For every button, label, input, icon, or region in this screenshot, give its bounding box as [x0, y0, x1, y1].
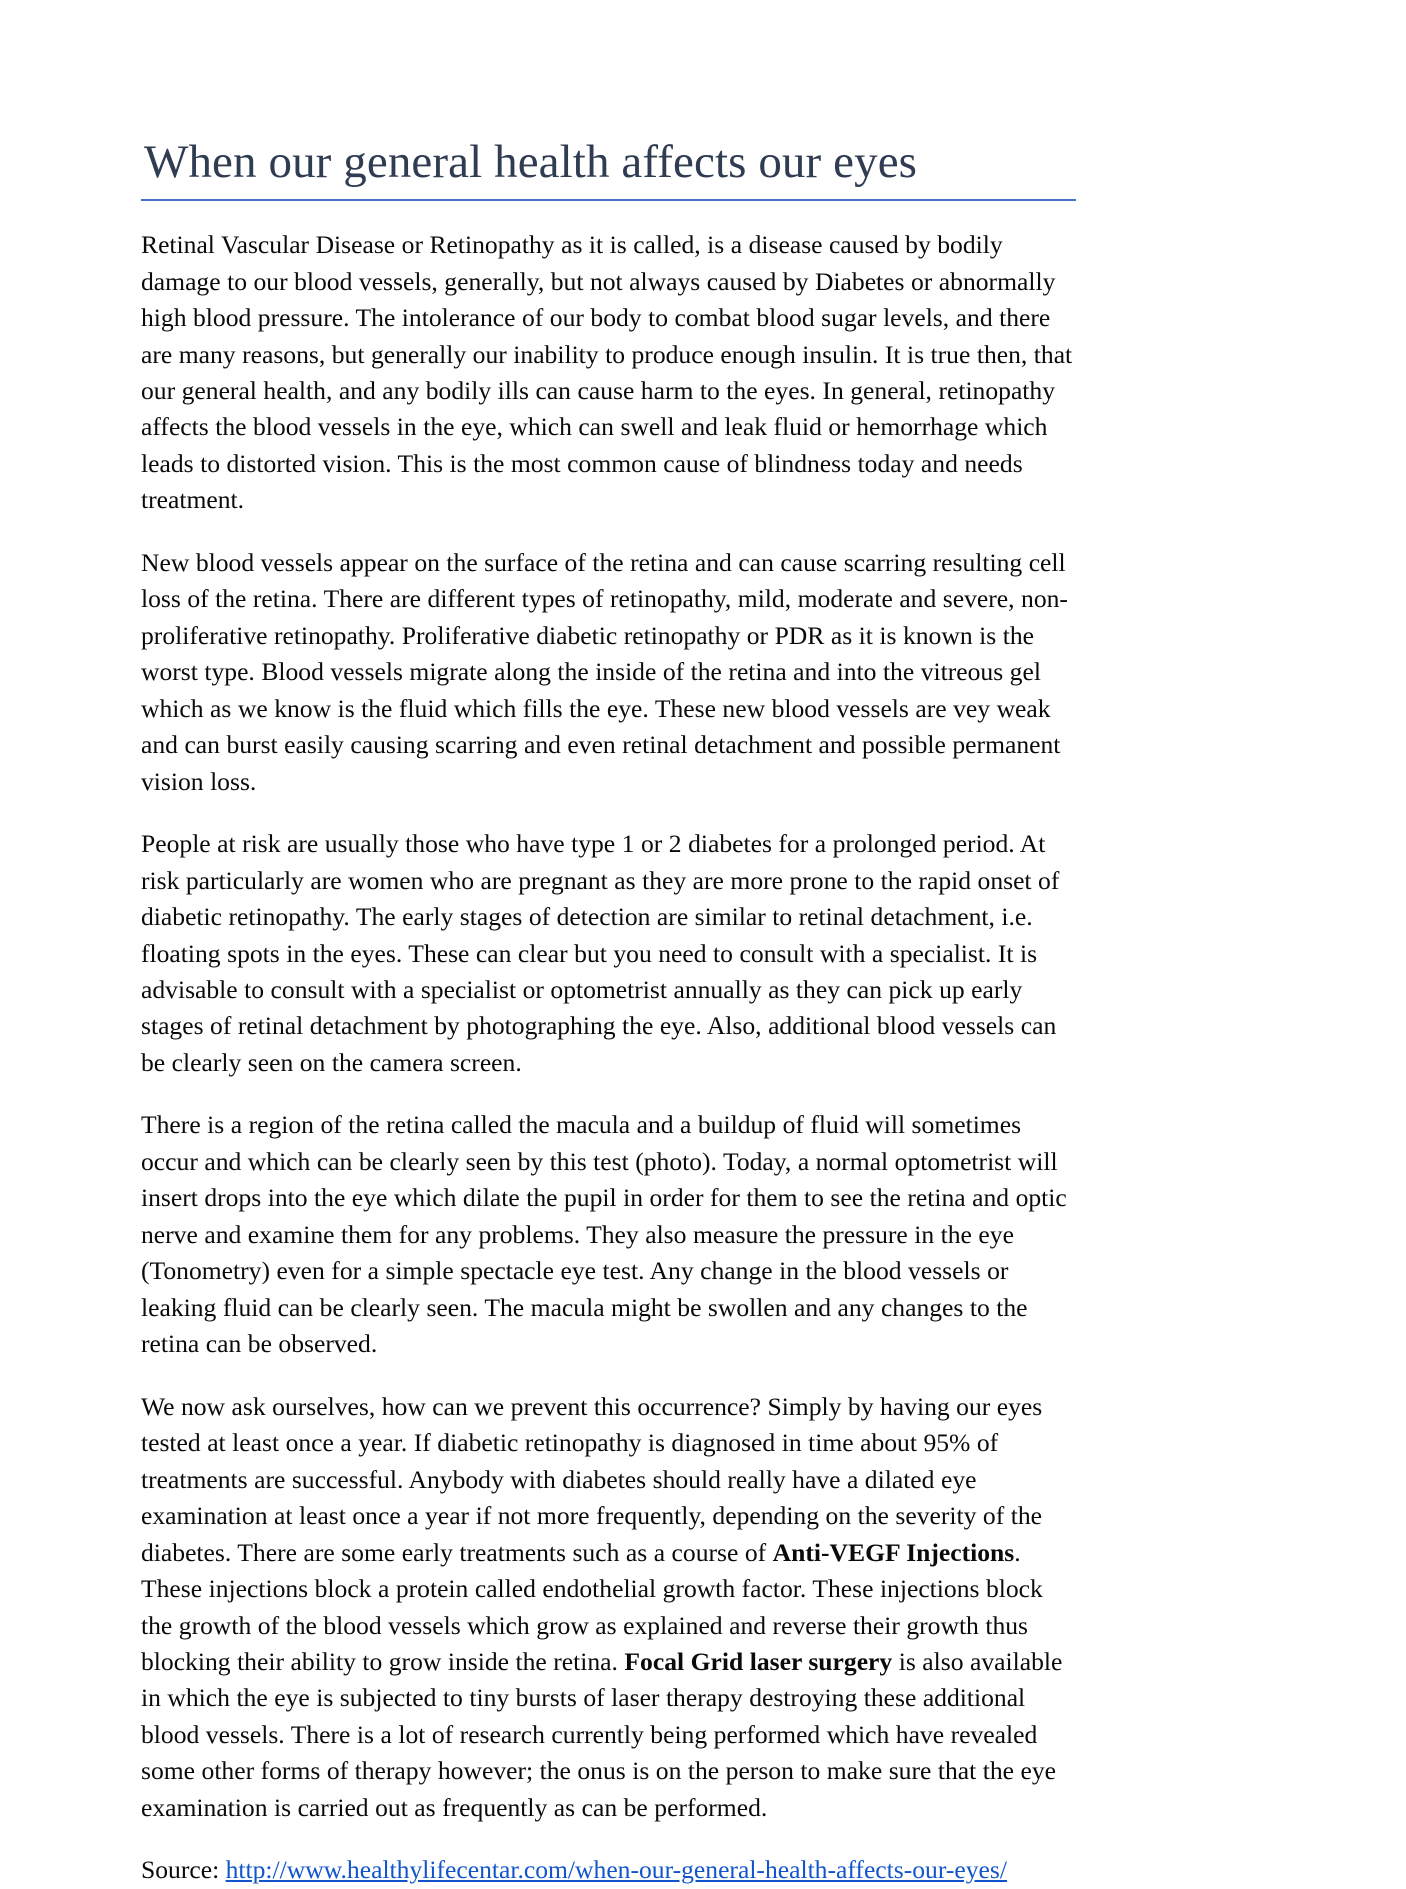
text-run: Retinal Vascular Disease or Retinopathy as it is called, is a disease caused by bodily damage to our blood vessels, generally, but not always caused by Diabetes or abnormally high blood pressure. The intolerance of our body to combat blood sugar levels, and there are many reasons, but generally our inability to produce enough insulin. It is true then, that our general health, and any bodily ills can cause harm to the eyes. In general, retinopathy affects the blood vessels in the eye, which can swell and leak fluid or hemorrhage which leads to distorted vision. This is the most common cause of blindness today and needs treatment. — [141, 230, 1073, 515]
paragraph — [141, 826, 1076, 1081]
title-divider — [141, 199, 1076, 201]
text-run: There is a region of the retina called the macula and a buildup of fluid will sometimes occur and which can be clearly seen by this test (photo). Today, a normal optometrist will insert drops into the eye which dilate the pupil in order for them to see the retina and optic nerve and examine them for any problems. They also measure the pressure in the eye (Tonometry) even for a simple spectacle eye test. Any change in the blood vessels or leaking fluid can be clearly seen. The macula might be swollen and any changes to the retina can be observed. — [141, 1110, 1067, 1359]
source-line — [141, 1852, 1076, 1888]
source-label: Source: — [141, 1855, 226, 1885]
bold-run: Focal Grid laser surgery — [624, 1646, 893, 1676]
document-content — [141, 136, 1076, 1889]
article-body — [141, 227, 1076, 1889]
text-run: People at risk are usually those who have type 1 or 2 diabetes for a prolonged period. At risk particularly are women who are pregnant as they are more prone to the rapid onset of diabetic retinopathy. The early stages of detection are similar to retinal detachment, i.e. floating spots in the eyes. These can clear but you need to consult with a specialist. It is advisable to consult with a specialist or optometrist annually as they can pick up early stages of retinal detachment by photographing the eye. Also, additional blood vessels can be clearly seen on the camera screen. — [141, 829, 1060, 1077]
bold-run: Anti-VEGF Injections — [772, 1537, 1015, 1567]
source-url-link[interactable]: http://www.healthylifecentar.com/when-our-general-health-affects-our-eyes/ — [225, 1855, 1007, 1885]
paragraph — [141, 227, 1076, 519]
text-run: We now ask ourselves, how can we prevent this occurrence? Simply by having our eyes tested at least once a year. If diabetic retinopathy is diagnosed in time about 95% of treatments are successful. Anybody with diabetes should really have a dilated eye examination at least once a year if not more frequently, depending on the severity of the diabetes. There are some early treatments such as a course of — [141, 1391, 1043, 1567]
paragraph — [141, 1389, 1076, 1827]
paragraph — [141, 545, 1076, 800]
text-run: . These injections block a protein called endothelial growth factor. These injections block the growth of the blood vessels which grow as explained and reverse their growth thus blocking their ability to grow inside the retina. — [141, 1537, 1043, 1676]
text-run: New blood vessels appear on the surface of the retina and can cause scarring resulting cell loss of the retina. There are different types of retinopathy, mild, moderate and severe, non-proliferative retinopathy. Proliferative diabetic retinopathy or PDR as it is known is the worst type. Blood vessels migrate along the inside of the retina and into the vitreous gel which as we know is the fluid which fills the eye. These new blood vessels are vey weak and can burst easily causing scarring and even retinal detachment and possible permanent vision loss. — [141, 547, 1068, 796]
page-title: When our general health affects our eyes — [144, 136, 918, 188]
text-run: is also available in which the eye is subjected to tiny bursts of laser therapy destroying these additional blood vessels. There is a lot of research currently being performed which have revealed some other forms of therapy however; the onus is on the person to make sure that the eye examination is carried out as frequently as can be performed. — [141, 1646, 1063, 1822]
paragraph — [141, 1107, 1076, 1362]
